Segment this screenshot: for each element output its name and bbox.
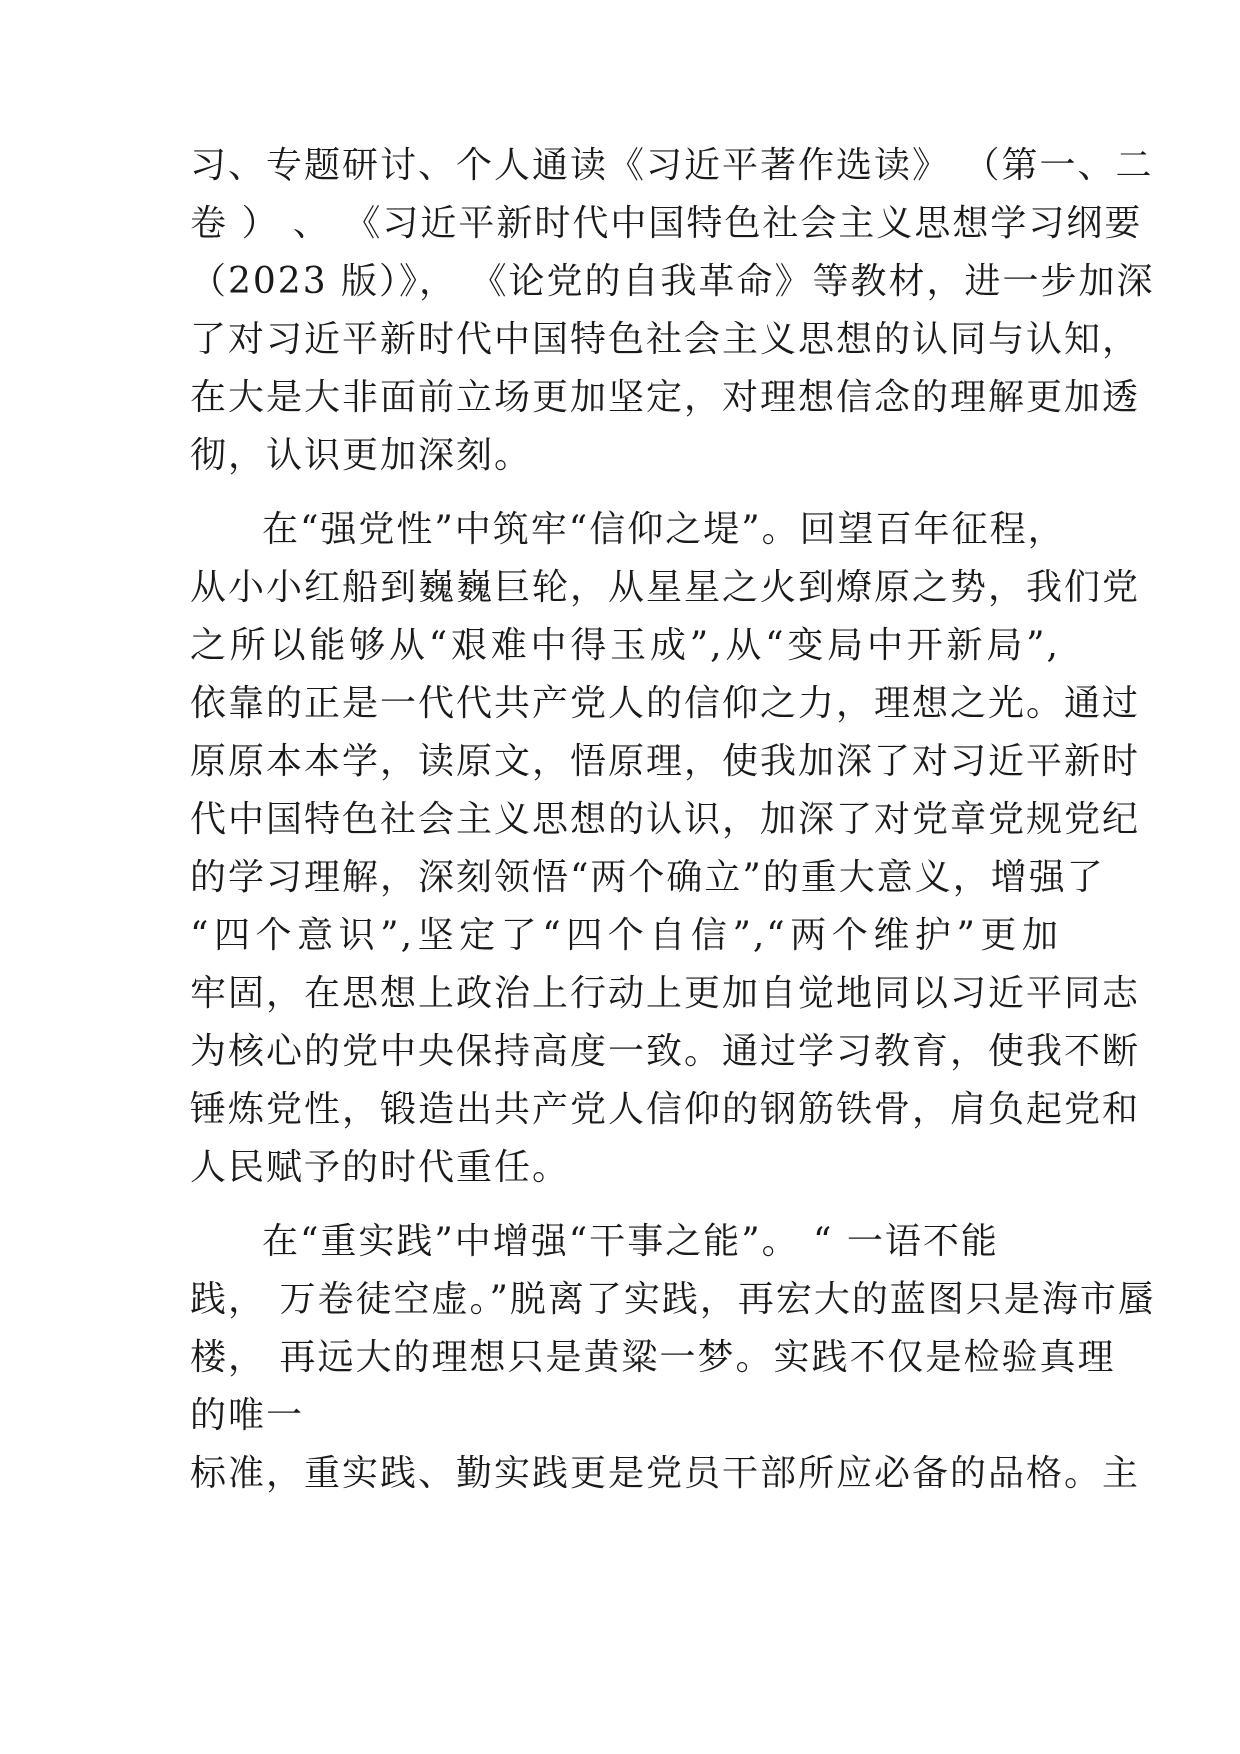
text-line: 为核心的党中央保持高度一致。通过学习教育，使我不断 [190, 1031, 1141, 1072]
text-line: 习、专题研讨、个人通读《习近平著作选读》 （第一、二 [190, 145, 1154, 186]
text-line: “四个意识”,坚定了“四个自信”,“两个维护”更加 [190, 915, 1060, 956]
text-line: 在大是大非面前立场更加坚定，对理想信念的理解更加透 [190, 377, 1141, 418]
text-line: 彻，认识更加深刻。 [190, 435, 533, 476]
text-line: 依靠的正是一代代共产党人的信仰之力，理想之光。通过 [190, 683, 1141, 724]
text-line: 代中国特色社会主义思想的认识，加深了对党章党规党纪 [190, 799, 1141, 840]
text-line: 了对习近平新时代中国特色社会主义思想的认同与认知， [190, 319, 1141, 360]
text-line: 之所以能够从“艰难中得玉成”,从“变局中开新局”, [190, 625, 1060, 666]
text-line: 楼， 再远大的理想只是黄粱一梦。实践不仅是检验真理 [190, 1337, 1116, 1378]
text-line: 人民赋予的时代重任。 [190, 1147, 571, 1188]
text-line: 原原本本学，读原文，悟原理，使我加深了对习近平新时 [190, 741, 1141, 782]
paragraph-heading-line: 在“强党性”中筑牢“信仰之堤”。回望百年征程， [262, 509, 1066, 550]
text-line: （2023 版）》， 《论党的自我革命》等教材，进一步加深 [190, 261, 1155, 302]
text-line: 标准，重实践、勤实践更是党员干部所应必备的品格。主 [190, 1453, 1141, 1494]
text-line: 牢固，在思想上政治上行动上更加自觉地同以习近平同志 [190, 973, 1141, 1014]
text-line: 的学习理解，深刻领悟“两个确立”的重大意义，增强了 [190, 857, 1105, 898]
text-line: 卷 ） 、 《习近平新时代中国特色社会主义思想学习纲要 [190, 203, 1143, 244]
text-line: 的唯一 [190, 1395, 305, 1436]
text-line: 从小小红船到巍巍巨轮，从星星之火到燎原之势，我们党 [190, 567, 1141, 608]
paragraph-heading-line: 在“重实践”中增强“干事之能”。 “ 一语不能 [262, 1221, 999, 1262]
text-line: 践， 万卷徒空虚。”脱离了实践，再宏大的蓝图只是海市蜃 [190, 1279, 1156, 1320]
text-line: 锤炼党性，锻造出共产党人信仰的钢筋铁骨，肩负起党和 [190, 1089, 1141, 1130]
